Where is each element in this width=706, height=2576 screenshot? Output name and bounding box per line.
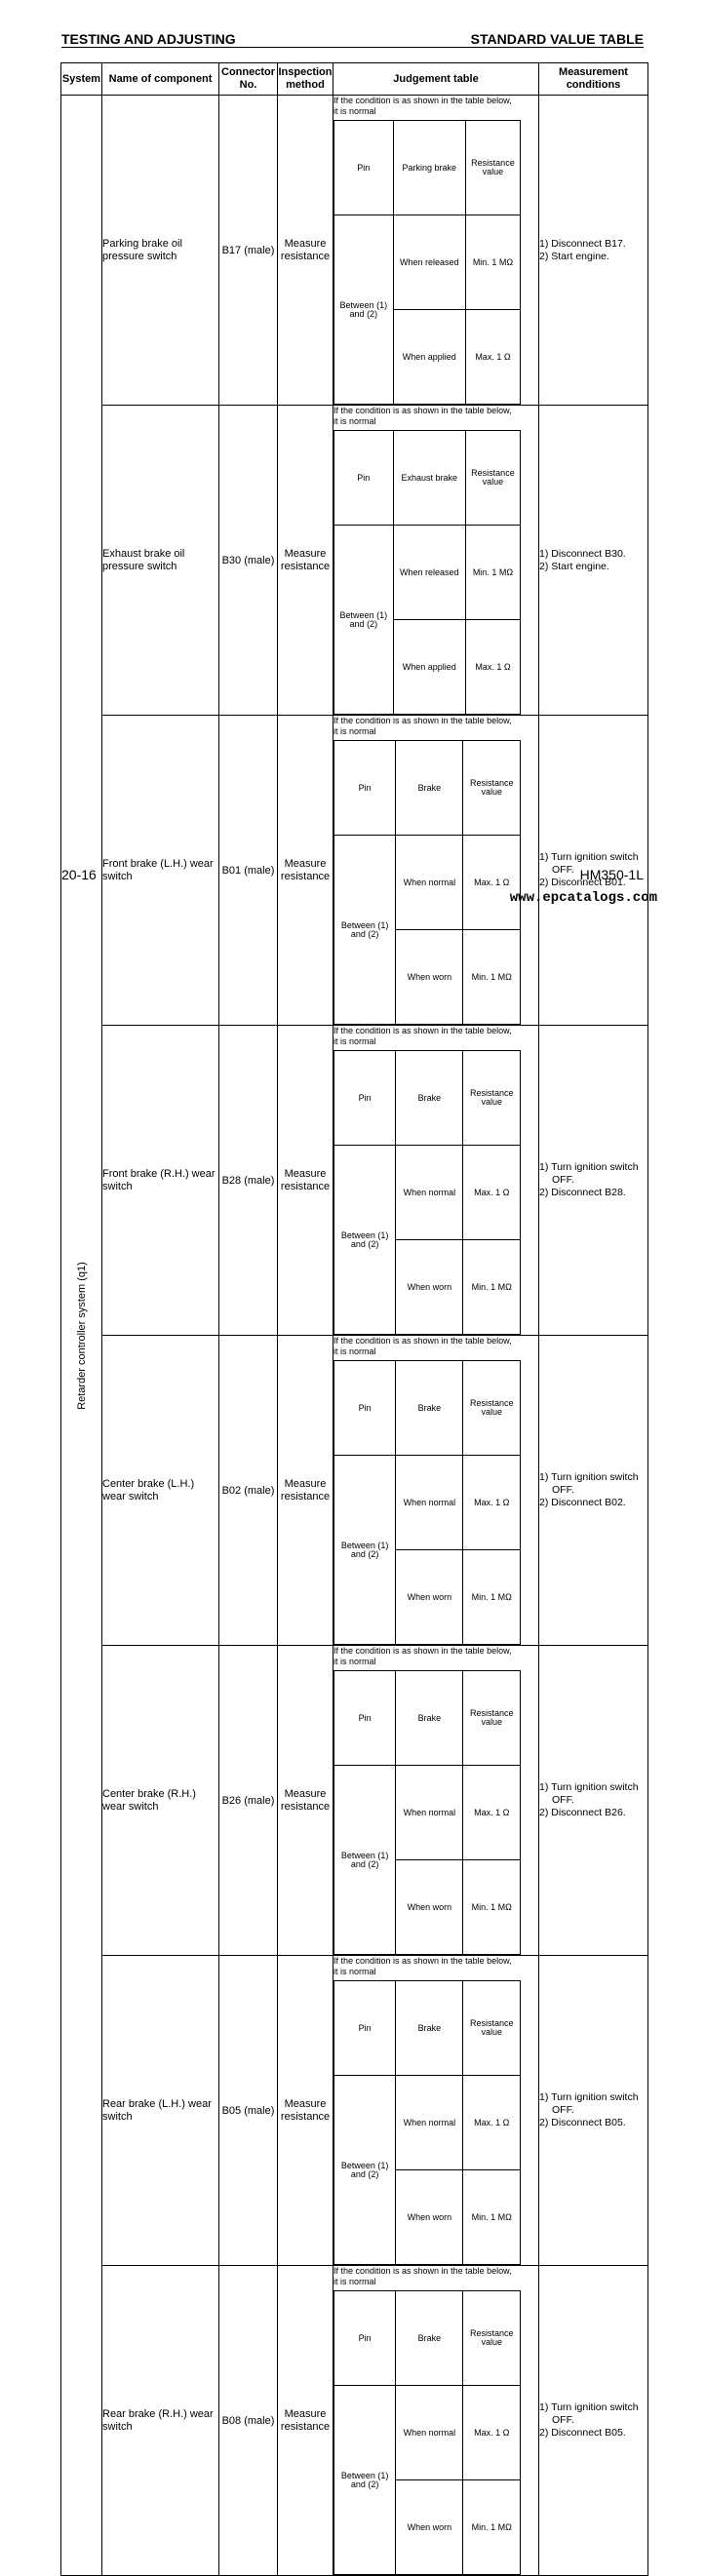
judgement-table — [333, 1050, 521, 1335]
measurement-conditions — [539, 1956, 648, 2266]
condition-step: 1) Disconnect B17. — [539, 237, 626, 250]
judgement-table — [333, 1980, 521, 2265]
condition-step: 1) Turn ignition switch — [539, 1781, 639, 1793]
inspection-method: Measure resistance — [278, 2266, 333, 2576]
measurement-conditions — [539, 2266, 648, 2576]
judgement-cell — [333, 1336, 539, 1646]
value-2: Min. 1 MΩ — [463, 930, 521, 1025]
state-header: Brake — [396, 2291, 463, 2386]
condition-step: 2) Disconnect B02. — [539, 1497, 626, 1508]
inspection-method: Measure resistance — [278, 1026, 333, 1336]
measurement-conditions — [539, 1336, 648, 1646]
inspection-method: Measure resistance — [278, 716, 333, 1026]
resistance-header: Resistance value — [463, 2291, 521, 2386]
state-1: When released — [393, 215, 465, 310]
system-cell — [61, 96, 102, 2576]
condition-step: 2) Disconnect B26. — [539, 1807, 626, 1818]
col-measurement: Measurement conditions — [539, 63, 648, 96]
condition-step: 2) Disconnect B05. — [539, 2427, 626, 2439]
state-2: When applied — [393, 620, 465, 715]
condition-text: If the condition is as shown in the table below, it is normal — [333, 96, 512, 116]
condition-step: 2) Disconnect B28. — [539, 1187, 626, 1198]
condition-step: 2) Start engine. — [539, 250, 609, 262]
connector-no: B01 (male) — [219, 716, 278, 1026]
judgement-cell — [333, 1026, 539, 1336]
condition-text: If the condition is as shown in the table below, it is normal — [333, 716, 512, 736]
page-header — [61, 31, 644, 48]
page-number: 20-16 — [61, 867, 97, 882]
state-1: When normal — [396, 836, 463, 930]
col-judgement: Judgement table — [333, 63, 539, 96]
value-1: Max. 1 Ω — [463, 2076, 521, 2170]
value-1: Max. 1 Ω — [463, 836, 521, 930]
inspection-method: Measure resistance — [278, 1646, 333, 1956]
judgement-table — [333, 1360, 521, 1645]
resistance-header: Resistance value — [465, 431, 520, 526]
model-name: HM350-1L — [579, 867, 644, 882]
measurement-conditions — [539, 406, 648, 716]
resistance-header: Resistance value — [463, 1671, 521, 1766]
condition-text: If the condition is as shown in the table below, it is normal — [333, 406, 512, 426]
watermark: www.epcatalogs.com — [509, 890, 657, 906]
connector-no: B28 (male) — [219, 1026, 278, 1336]
state-2: When worn — [396, 1240, 463, 1335]
table-row — [61, 1026, 648, 1336]
state-header: Brake — [396, 741, 463, 836]
table-title: STANDARD VALUE TABLE — [470, 31, 644, 47]
pin-between: Between (1) and (2) — [334, 1456, 396, 1645]
table-row — [61, 1646, 648, 1956]
state-1: When normal — [396, 2386, 463, 2480]
state-2: When worn — [396, 930, 463, 1025]
condition-text: If the condition is as shown in the table below, it is normal — [333, 1956, 512, 1976]
inspection-method: Measure resistance — [278, 96, 333, 406]
inspection-method: Measure resistance — [278, 1336, 333, 1646]
pin-header: Pin — [334, 741, 396, 836]
pin-header: Pin — [334, 1981, 396, 2076]
col-component: Name of component — [102, 63, 219, 96]
condition-step: 1) Turn ignition switch — [539, 2401, 639, 2413]
condition-step: OFF. — [552, 2104, 574, 2116]
table-row — [61, 1956, 648, 2266]
pin-header: Pin — [334, 431, 394, 526]
condition-text: If the condition is as shown in the table below, it is normal — [333, 1026, 512, 1046]
condition-step: OFF. — [552, 864, 574, 876]
col-system: System — [61, 63, 102, 96]
condition-step: OFF. — [552, 1794, 574, 1806]
condition-step: 1) Turn ignition switch — [539, 1161, 639, 1173]
inspection-method: Measure resistance — [278, 406, 333, 716]
inspection-method: Measure resistance — [278, 1956, 333, 2266]
state-1: When normal — [396, 2076, 463, 2170]
state-2: When worn — [396, 2170, 463, 2265]
state-1: When normal — [396, 1146, 463, 1240]
state-2: When applied — [393, 310, 465, 405]
judgement-cell — [333, 2266, 539, 2576]
pin-between: Between (1) and (2) — [334, 215, 394, 405]
judgement-table — [333, 430, 521, 715]
value-2: Min. 1 MΩ — [463, 2170, 521, 2265]
component-name: Front brake (R.H.) wear switch — [102, 1026, 219, 1336]
resistance-header: Resistance value — [463, 741, 521, 836]
connector-no: B02 (male) — [219, 1336, 278, 1646]
condition-text: If the condition is as shown in the table below, it is normal — [333, 1646, 512, 1666]
state-1: When normal — [396, 1766, 463, 1860]
value-2: Max. 1 Ω — [465, 620, 520, 715]
state-header: Parking brake — [393, 121, 465, 215]
connector-no: B30 (male) — [219, 406, 278, 716]
condition-step: 1) Turn ignition switch — [539, 1471, 639, 1483]
judgement-table — [333, 2290, 521, 2575]
value-1: Min. 1 MΩ — [465, 215, 520, 310]
state-2: When worn — [396, 2480, 463, 2575]
measurement-conditions — [539, 1026, 648, 1336]
value-2: Min. 1 MΩ — [463, 1550, 521, 1645]
judgement-cell — [333, 1646, 539, 1956]
table-row — [61, 716, 648, 1026]
connector-no: B08 (male) — [219, 2266, 278, 2576]
component-name: Rear brake (L.H.) wear switch — [102, 1956, 219, 2266]
component-name: Parking brake oil pressure switch — [102, 96, 219, 406]
component-name: Center brake (L.H.) wear switch — [102, 1336, 219, 1646]
pin-header: Pin — [334, 121, 394, 215]
col-connector: Connector No. — [219, 63, 278, 96]
condition-step: 1) Turn ignition switch — [539, 2091, 639, 2103]
component-name: Exhaust brake oil pressure switch — [102, 406, 219, 716]
pin-header: Pin — [334, 1051, 396, 1146]
pin-header: Pin — [334, 1361, 396, 1456]
judgement-cell — [333, 96, 539, 406]
condition-text: If the condition is as shown in the table below, it is normal — [333, 1336, 512, 1356]
condition-step: OFF. — [552, 2414, 574, 2426]
pin-between: Between (1) and (2) — [334, 526, 394, 715]
standard-value-table — [60, 62, 648, 2576]
value-1: Max. 1 Ω — [463, 1146, 521, 1240]
judgement-table — [333, 740, 521, 1025]
pin-between: Between (1) and (2) — [334, 836, 396, 1025]
resistance-header: Resistance value — [463, 1051, 521, 1146]
state-header: Exhaust brake — [393, 431, 465, 526]
table-header-row — [61, 63, 648, 96]
value-1: Max. 1 Ω — [463, 2386, 521, 2480]
judgement-table — [333, 1670, 521, 1955]
condition-step: 2) Disconnect B01. — [539, 877, 626, 888]
state-1: When released — [393, 526, 465, 620]
section-title: TESTING AND ADJUSTING — [61, 31, 236, 47]
pin-header: Pin — [334, 1671, 396, 1766]
table-row — [61, 96, 648, 406]
connector-no: B26 (male) — [219, 1646, 278, 1956]
judgement-cell — [333, 1956, 539, 2266]
state-header: Brake — [396, 1671, 463, 1766]
table-row — [61, 406, 648, 716]
measurement-conditions — [539, 1646, 648, 1956]
condition-step: OFF. — [552, 1484, 574, 1496]
system-label: Retarder controller system (q1) — [75, 1261, 88, 1410]
measurement-conditions — [539, 96, 648, 406]
state-2: When worn — [396, 1860, 463, 1955]
value-1: Max. 1 Ω — [463, 1456, 521, 1550]
component-name: Rear brake (R.H.) wear switch — [102, 2266, 219, 2576]
condition-step: OFF. — [552, 1174, 574, 1186]
pin-between: Between (1) and (2) — [334, 1766, 396, 1955]
pin-between: Between (1) and (2) — [334, 1146, 396, 1335]
value-2: Min. 1 MΩ — [463, 1860, 521, 1955]
condition-text: If the condition is as shown in the table below, it is normal — [333, 2266, 512, 2286]
judgement-cell — [333, 716, 539, 1026]
resistance-header: Resistance value — [463, 1361, 521, 1456]
table-row — [61, 1336, 648, 1646]
value-1: Min. 1 MΩ — [465, 526, 520, 620]
value-2: Min. 1 MΩ — [463, 1240, 521, 1335]
state-2: When worn — [396, 1550, 463, 1645]
judgement-cell — [333, 406, 539, 716]
condition-step: 2) Start engine. — [539, 560, 609, 572]
resistance-header: Resistance value — [463, 1981, 521, 2076]
component-name: Front brake (L.H.) wear switch — [102, 716, 219, 1026]
state-header: Brake — [396, 1051, 463, 1146]
connector-no: B05 (male) — [219, 1956, 278, 2266]
col-inspection: Inspection method — [278, 63, 333, 96]
pin-between: Between (1) and (2) — [334, 2386, 396, 2575]
condition-step: 1) Turn ignition switch — [539, 851, 639, 863]
value-2: Max. 1 Ω — [465, 310, 520, 405]
pin-header: Pin — [334, 2291, 396, 2386]
judgement-table — [333, 120, 521, 405]
state-1: When normal — [396, 1456, 463, 1550]
component-name: Center brake (R.H.) wear switch — [102, 1646, 219, 1956]
connector-no: B17 (male) — [219, 96, 278, 406]
condition-step: 1) Disconnect B30. — [539, 547, 626, 560]
state-header: Brake — [396, 1361, 463, 1456]
table-row — [61, 2266, 648, 2576]
value-2: Min. 1 MΩ — [463, 2480, 521, 2575]
resistance-header: Resistance value — [465, 121, 520, 215]
state-header: Brake — [396, 1981, 463, 2076]
value-1: Max. 1 Ω — [463, 1766, 521, 1860]
condition-step: 2) Disconnect B05. — [539, 2117, 626, 2128]
pin-between: Between (1) and (2) — [334, 2076, 396, 2265]
